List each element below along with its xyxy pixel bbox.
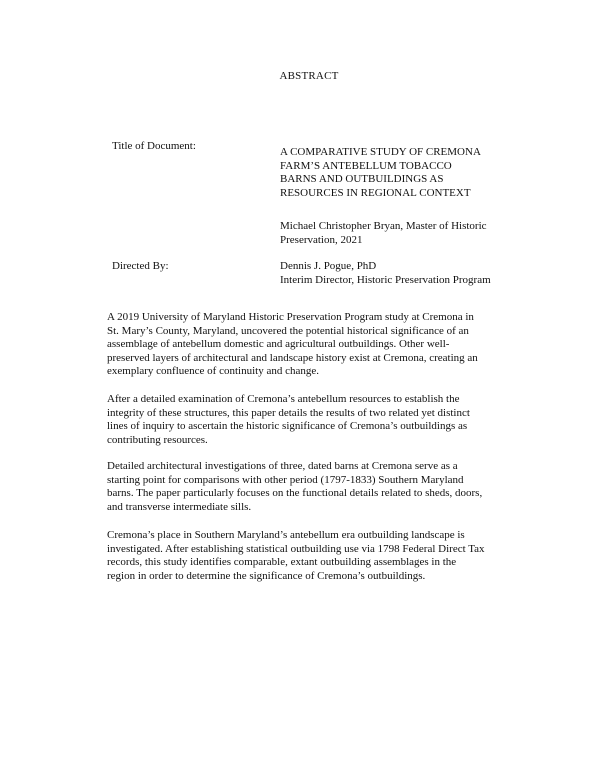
paragraph-line: region in order to determine the significance of Cremona’s outbuildings.: [107, 569, 426, 582]
paragraph-line: and transverse intermediate sills.: [107, 500, 252, 513]
directed-by-label: Directed By:: [112, 260, 169, 272]
document-title-line: FARM’S ANTEBELLUM TOBACCO: [280, 159, 452, 172]
paragraph-line: After a detailed examination of Cremona’s antebellum resources to establish the: [107, 393, 460, 405]
paragraph-line: lines of inquiry to ascertain the historic significance of Cremona’s outbuildings as: [107, 420, 468, 433]
director-line: Interim Director, Historic Preservation Program: [280, 273, 491, 286]
paragraph-line: contributing resources.: [107, 433, 208, 446]
paragraph-line: A 2019 University of Maryland Historic Preservation Program study at Cremona in: [107, 311, 474, 323]
paragraph-line: records, this study identifies comparable, extant outbuilding assemblages in the: [107, 556, 457, 569]
document-title-line: RESOURCES IN REGIONAL CONTEXT: [280, 186, 471, 199]
abstract-paragraph-1: [107, 311, 507, 379]
abstract-paragraph-3: [107, 460, 507, 514]
paragraph-line: barns. The paper particularly focuses on the functional details related to sheds, doors,: [107, 487, 483, 500]
paragraph-line: Detailed architectural investigations of three, dated barns at Cremona serve as a: [107, 460, 458, 472]
paragraph-line: exemplary confluence of continuity and change.: [107, 365, 319, 378]
paragraph-line: preserved layers of architectural and landscape history exist at Cremona, creating an: [107, 351, 478, 364]
abstract-paragraph-4: [107, 529, 507, 583]
paragraph-line: Cremona’s place in Southern Maryland’s antebellum era outbuilding landscape is: [107, 529, 465, 541]
document-title-line: BARNS AND OUTBUILDINGS AS: [280, 173, 444, 185]
document-title-line: A COMPARATIVE STUDY OF CREMONA: [280, 146, 481, 158]
title-of-document-label: Title of Document:: [112, 140, 196, 152]
author-line: Michael Christopher Bryan, Master of Historic: [280, 220, 487, 232]
page-heading: ABSTRACT: [279, 70, 339, 82]
author-block: [280, 220, 520, 247]
paragraph-line: starting point for comparisons with other period (1797-1833) Southern Maryland: [107, 473, 464, 486]
paragraph-line: assemblage of antebellum domestic and agricultural outbuildings. Other well-: [107, 338, 450, 351]
director-block: [280, 260, 530, 287]
paragraph-line: St. Mary’s County, Maryland, uncovered the potential historical significance of an: [107, 324, 469, 337]
paragraph-line: investigated. After establishing statistical outbuilding use via 1798 Federal Direct Tax: [107, 542, 485, 555]
author-line: Preservation, 2021: [280, 233, 363, 246]
abstract-paragraph-2: [107, 393, 507, 447]
document-title: [280, 146, 510, 200]
paragraph-line: integrity of these structures, this paper details the results of two related yet distinct: [107, 406, 470, 419]
director-line: Dennis J. Pogue, PhD: [280, 260, 377, 272]
